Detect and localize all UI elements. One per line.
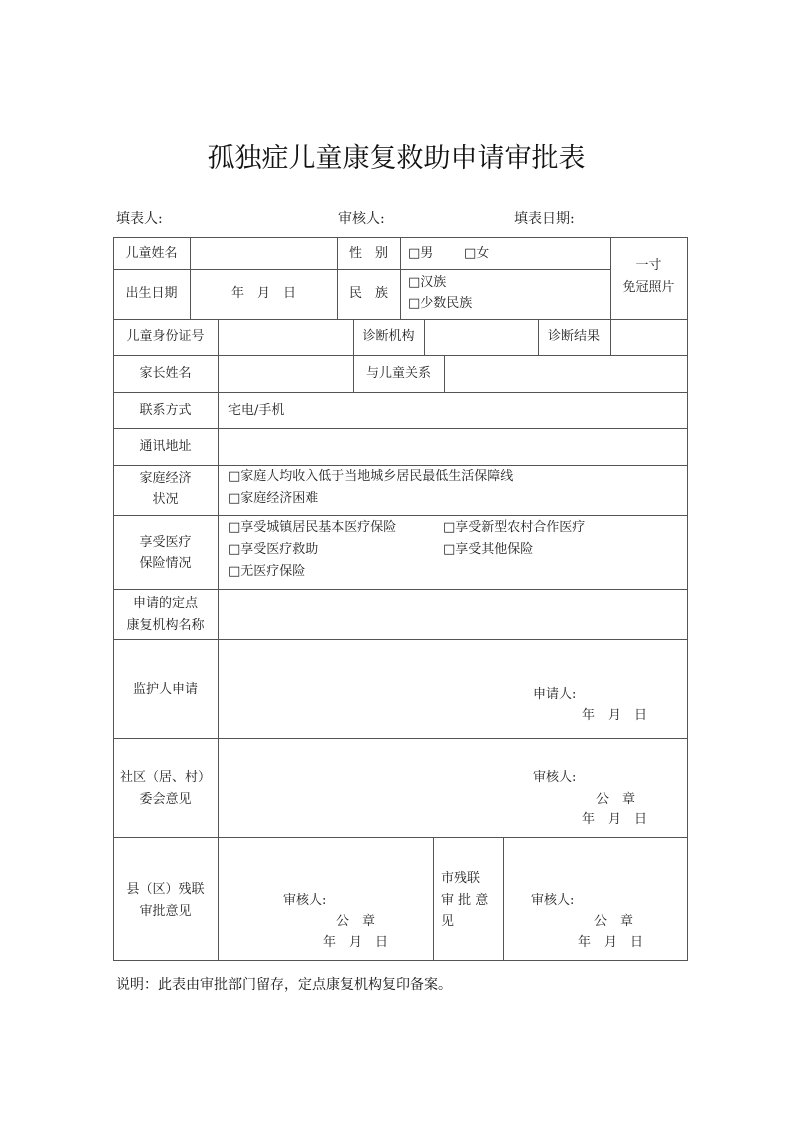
ethnic-label: 民 族 bbox=[348, 286, 388, 301]
contact-label: 联系方式 bbox=[139, 403, 192, 418]
ethnic-han-checkbox[interactable]: □汉族 bbox=[408, 275, 447, 290]
parent-name-label: 家长姓名 bbox=[139, 366, 192, 381]
city-reviewer-label: 审核人: bbox=[531, 893, 575, 908]
diagnosis-org-field[interactable] bbox=[424, 320, 538, 355]
form-title: 孤独症儿童康复救助申请审批表 bbox=[207, 143, 586, 174]
city-seal: 公 章 bbox=[594, 914, 634, 929]
ins-none-checkbox[interactable]: □无医疗保险 bbox=[228, 564, 306, 579]
econ-low-income-checkbox[interactable]: □家庭人均收入低于当地城乡居民最低生活保障线 bbox=[228, 469, 514, 484]
ins-rural-checkbox[interactable]: □享受新型农村合作医疗 bbox=[443, 520, 586, 535]
photo-size-label: 一寸 bbox=[635, 258, 662, 273]
ins-other-checkbox[interactable]: □享受其他保险 bbox=[443, 542, 534, 557]
applicant-label: 申请人: bbox=[533, 687, 577, 702]
institution-label-2: 康复机构名称 bbox=[126, 618, 205, 633]
ins-urban-checkbox[interactable]: □享受城镇居民基本医疗保险 bbox=[228, 520, 397, 535]
city-label-1: 市残联 bbox=[441, 871, 481, 886]
county-label-1: 县（区）残联 bbox=[126, 882, 205, 897]
date-label: 填表日期: bbox=[514, 211, 575, 227]
id-number-label: 儿童身份证号 bbox=[126, 329, 205, 344]
county-date: 年 月 日 bbox=[323, 935, 389, 950]
community-date: 年 月 日 bbox=[582, 812, 648, 827]
community-seal: 公 章 bbox=[596, 792, 636, 807]
diagnosis-org-label: 诊断机构 bbox=[362, 329, 415, 344]
gender-male-checkbox[interactable]: □男 bbox=[408, 246, 434, 261]
gender-female-checkbox[interactable]: □女 bbox=[464, 246, 490, 261]
institution-label-1: 申请的定点 bbox=[132, 596, 198, 611]
economy-label-1: 家庭经济 bbox=[139, 471, 192, 486]
child-name-field[interactable] bbox=[190, 238, 337, 269]
filler-label: 填表人: bbox=[116, 211, 163, 227]
guardian-label: 监护人申请 bbox=[132, 682, 198, 697]
insurance-label-1: 享受医疗 bbox=[139, 535, 192, 550]
city-date: 年 月 日 bbox=[578, 935, 644, 950]
contact-field[interactable]: 宅电/手机 bbox=[228, 403, 285, 418]
county-reviewer-label: 审核人: bbox=[283, 893, 327, 908]
diagnosis-result-label: 诊断结果 bbox=[547, 329, 600, 344]
community-label-2: 委会意见 bbox=[139, 792, 192, 807]
city-label-2: 审 批 意 bbox=[441, 893, 489, 908]
diagnosis-result-field[interactable] bbox=[610, 320, 687, 355]
county-label-2: 审批意见 bbox=[139, 904, 192, 919]
id-number-field[interactable] bbox=[218, 320, 353, 355]
photo-label: 免冠照片 bbox=[622, 280, 675, 295]
footnote: 说明：此表由审批部门留存，定点康复机构复印备案。 bbox=[116, 977, 452, 993]
relation-field[interactable] bbox=[444, 356, 687, 392]
gender-label: 性 别 bbox=[348, 246, 388, 261]
institution-field[interactable] bbox=[218, 590, 687, 639]
insurance-label-2: 保险情况 bbox=[139, 556, 192, 571]
child-name-label: 儿童姓名 bbox=[125, 246, 178, 261]
parent-name-field[interactable] bbox=[218, 356, 353, 392]
address-field[interactable] bbox=[218, 429, 687, 465]
applicant-date: 年 月 日 bbox=[582, 708, 648, 723]
birth-date-field[interactable]: 年 月 日 bbox=[230, 286, 296, 301]
ins-aid-checkbox[interactable]: □享受医疗救助 bbox=[228, 542, 319, 557]
ethnic-minority-checkbox[interactable]: □少数民族 bbox=[408, 296, 473, 311]
city-label-3: 见 bbox=[441, 914, 455, 929]
birth-label: 出生日期 bbox=[125, 286, 178, 301]
county-seal: 公 章 bbox=[336, 914, 376, 929]
address-label: 通讯地址 bbox=[139, 439, 192, 454]
community-reviewer-label: 审核人: bbox=[533, 770, 577, 785]
econ-difficulty-checkbox[interactable]: □家庭经济困难 bbox=[228, 491, 319, 506]
community-label-1: 社区（居、村） bbox=[119, 770, 211, 785]
economy-label-2: 状况 bbox=[152, 492, 179, 507]
reviewer-label: 审核人: bbox=[338, 211, 385, 227]
relation-label: 与儿童关系 bbox=[365, 366, 431, 381]
